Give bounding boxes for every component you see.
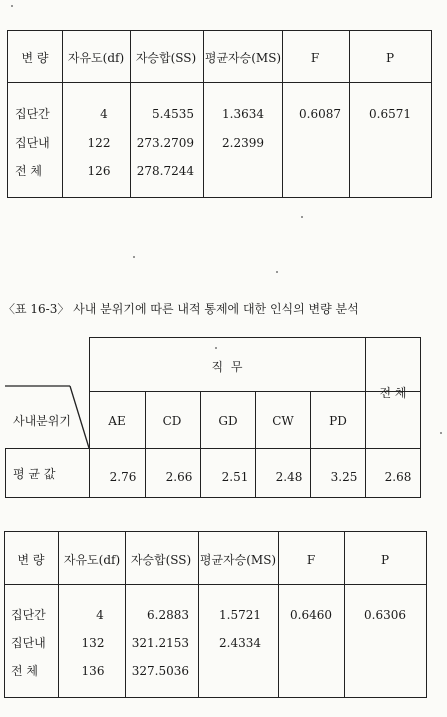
mean-value: 3.25 bbox=[330, 470, 358, 484]
scan-speck bbox=[215, 347, 217, 349]
group-header: 직 무 bbox=[211, 360, 245, 374]
cell-ss: 5.4535 bbox=[152, 107, 194, 121]
header-p: P bbox=[385, 51, 395, 65]
row-source: 집단간 bbox=[15, 107, 50, 121]
cell-ss: 273.2709 bbox=[136, 136, 194, 150]
cell-ms: 2.2399 bbox=[222, 136, 264, 150]
cell-df: 126 bbox=[87, 164, 111, 178]
row-source: 집단내 bbox=[11, 636, 46, 650]
cell-p: 0.6571 bbox=[369, 107, 411, 121]
column-header: AE bbox=[108, 414, 126, 428]
header-source: 변 량 bbox=[21, 51, 49, 65]
mean-value: 2.51 bbox=[221, 470, 249, 484]
mean-total-value: 2.68 bbox=[384, 470, 412, 484]
cell-f: 0.6087 bbox=[299, 107, 341, 121]
header-df: 자유도(df) bbox=[63, 553, 121, 567]
row-source: 집단내 bbox=[15, 136, 50, 150]
means-table bbox=[0, 330, 447, 510]
anova-table-2 bbox=[0, 520, 447, 717]
column-header: CD bbox=[162, 414, 182, 428]
cell-ms: 2.4334 bbox=[219, 636, 261, 650]
cell-ss: 321.2153 bbox=[131, 636, 189, 650]
anova-table-1 bbox=[0, 0, 447, 205]
header-f: F bbox=[310, 51, 320, 65]
header-p: P bbox=[380, 553, 390, 567]
scan-speck bbox=[301, 216, 303, 218]
column-header: GD bbox=[218, 414, 238, 428]
mean-value: 2.76 bbox=[109, 470, 137, 484]
row-source: 전 체 bbox=[15, 164, 42, 178]
cell-ss: 6.2883 bbox=[147, 608, 189, 622]
cell-ss: 278.7244 bbox=[136, 164, 194, 178]
mean-label: 평 균 값 bbox=[13, 467, 56, 481]
header-ms: 평균자승(MS) bbox=[204, 51, 282, 65]
header-ss: 자승합(SS) bbox=[130, 553, 192, 567]
scan-speck bbox=[276, 271, 278, 273]
cell-df: 132 bbox=[81, 636, 105, 650]
scan-speck bbox=[440, 432, 442, 434]
cell-df: 122 bbox=[87, 136, 111, 150]
row-source: 전 체 bbox=[11, 664, 38, 678]
cell-f: 0.6460 bbox=[290, 608, 332, 622]
mean-value: 2.48 bbox=[275, 470, 303, 484]
cell-ss: 327.5036 bbox=[131, 664, 189, 678]
cell-df: 4 bbox=[100, 107, 108, 121]
header-df: 자유도(df) bbox=[67, 51, 125, 65]
cell-ms: 1.5721 bbox=[219, 608, 261, 622]
cell-df: 136 bbox=[81, 664, 105, 678]
table-caption: 〈표 16-3〉 사내 분위기에 따른 내적 통제에 대한 인식의 변량 분석 bbox=[3, 302, 359, 316]
row-source: 집단간 bbox=[11, 608, 46, 622]
cell-ms: 1.3634 bbox=[222, 107, 264, 121]
header-ms: 평균자승(MS) bbox=[199, 553, 277, 567]
scan-speck bbox=[11, 5, 13, 7]
cell-p: 0.6306 bbox=[364, 608, 406, 622]
header-source: 변 량 bbox=[17, 553, 45, 567]
total-header: 전 체 bbox=[379, 386, 407, 400]
cell-df: 4 bbox=[96, 608, 104, 622]
header-ss: 자승합(SS) bbox=[135, 51, 197, 65]
header-f: F bbox=[306, 553, 316, 567]
mean-value: 2.66 bbox=[165, 470, 193, 484]
column-header: PD bbox=[329, 414, 347, 428]
row-label: 사내분위기 bbox=[13, 414, 71, 428]
scan-speck bbox=[133, 256, 135, 258]
column-header: CW bbox=[272, 414, 294, 428]
